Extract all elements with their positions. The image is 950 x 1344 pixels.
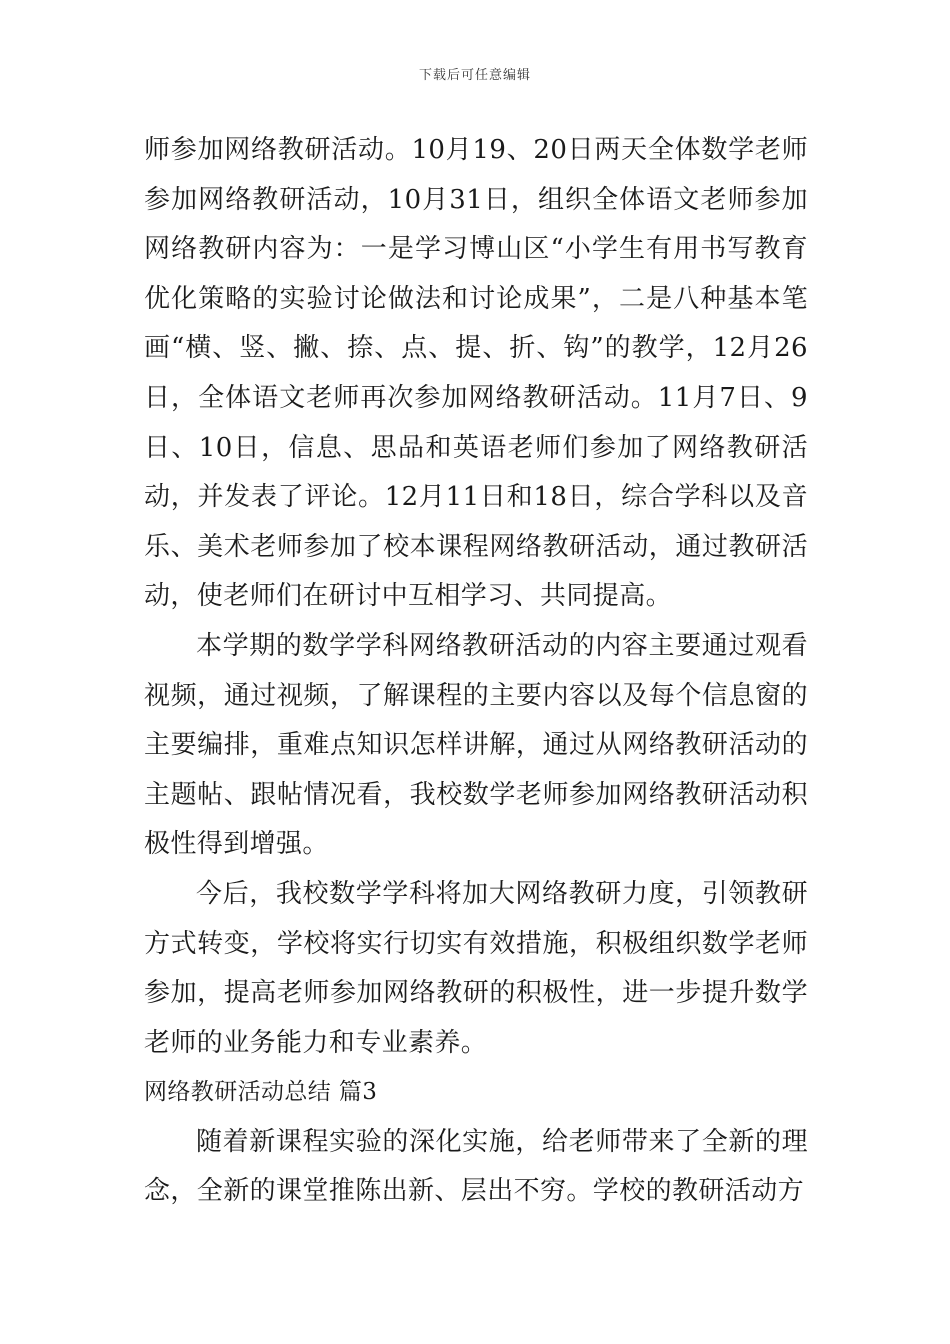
paragraph-2: 本学期的数学学科网络教研活动的内容主要通过观看视频，通过视频，了解课程的主要内容以及每个信息窗的主要编排，重难点知识怎样讲解，通过从网络教研活动的主题帖、跟帖情况看，我校数学老师参加网络教研活动积极性得到增强。: [144, 630, 808, 860]
paragraph-1: 师参加网络教研活动。10月19、20日两天全体数学老师参加网络教研活动，10月31日，组织全体语文老师参加网络教研内容为：一是学习博山区“小学生有用书写教育优化策略的实验讨论做法和讨论成果”，二是八种基本笔画“横、竖、撇、捺、点、提、折、钩”的教学，12月26日，全体语文老师再次参加网络教研活动。11月7日、9日、10日，信息、思品和英语老师们参加了网络教研活动，并发表了评论。12月11日和18日，综合学科以及音乐、美术老师参加了校本课程网络教研活动，通过教研活动，使老师们在研讨中互相学习、共同提高。: [144, 135, 808, 612]
section-heading: 网络教研活动总结 篇3: [144, 1079, 378, 1106]
paragraph-3: 今后，我校数学学科将加大网络教研力度，引领教研方式转变，学校将实行切实有效措施，积极组织数学老师参加，提高老师参加网络教研的积极性，进一步提升数学老师的业务能力和专业素养。: [144, 878, 808, 1058]
document-body: [144, 126, 808, 1217]
paragraph-4: 随着新课程实验的深化实施，给老师带来了全新的理念，全新的课堂推陈出新、层出不穷。学校的教研活动方: [144, 1126, 808, 1207]
header-note: 下载后可任意编辑: [418, 68, 531, 83]
